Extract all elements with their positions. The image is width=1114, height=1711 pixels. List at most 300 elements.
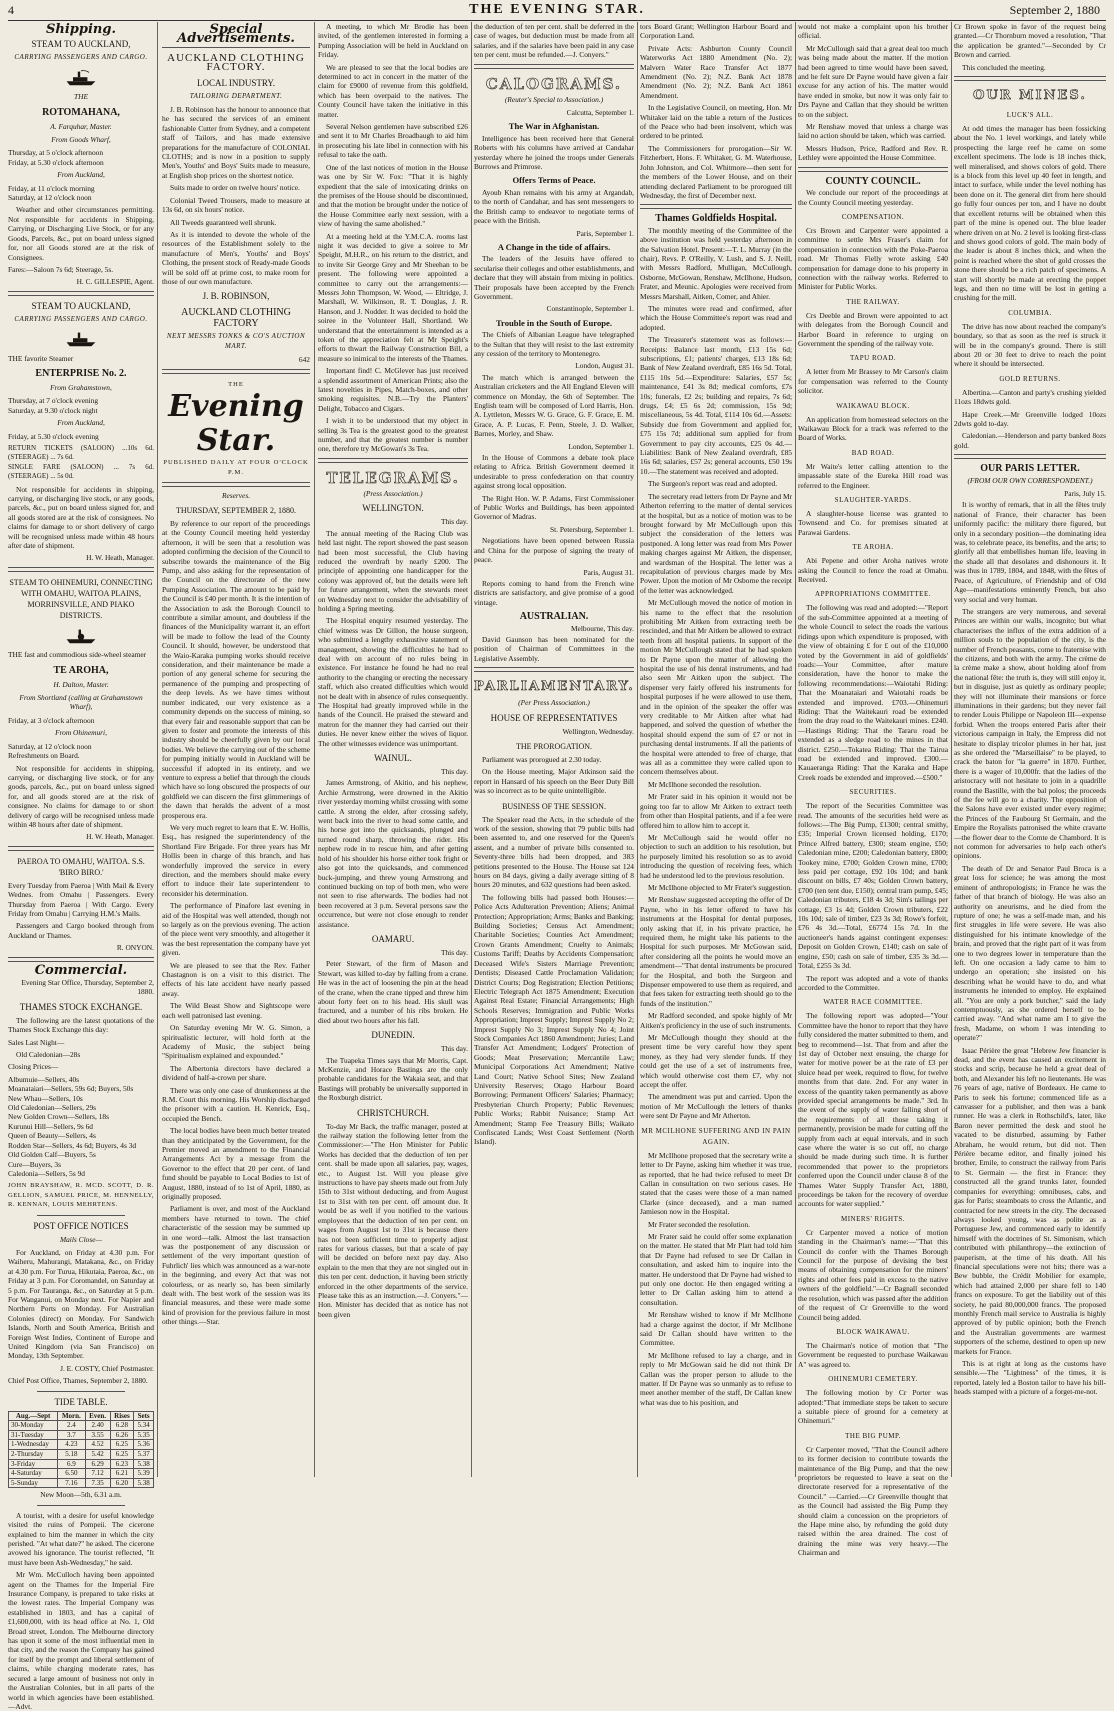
dateline: London, August 31. (575, 361, 634, 371)
place-heading: WELLINGTON. (362, 503, 424, 514)
subheading: MR MCILHONE SUFFERING AND IN PAIN AGAIN. (641, 1126, 791, 1146)
paragraph: The Treasurer's statement was as follows:—Receipts: Balance last month, £13 15s 6d; subscriptions, £1; patients' charges, £13 18s 6d; Bank of New Zealand overdraft, £85 16s 5d. Total, £115 10s 5d.—Expenditure: Salaries, £57 5s; maintenance, £41 3s 8d; medical comforts, £7s 10s; funerals, £2 2s; building and repairs, 7s 6d; drugs, £4; £5 6s 2d; commission, 15s 9d; miscellaneous, 5s 4d. Total, £114 10s 6d.—Assets: Subsidy due from Government and applied for, £75 15s 7d; additional sum applied for from Government to pay city accounts, £25 0s 4d.—Liabilities: Bank of New Zealand overdraft, £85 16s 6d; salaries, £57 2s; general accounts, £50 19s 10.—The statement was received and adopted. (640, 335, 792, 476)
paragraph: Mr Radford seconded, and spoke highly of Mr Aitken's proficiency in the use of such instruments. (640, 1011, 792, 1030)
paragraph: The report was adopted and a vote of thanks accorded to the Committee. (798, 973, 948, 992)
subheading: POST OFFICE NOTICES (33, 1220, 129, 1231)
ad-heading: STEAM TO AUCKLAND, (31, 39, 131, 50)
tide-table-cell: 5.39 (134, 1469, 154, 1479)
tide-table-row (9, 1430, 154, 1440)
agent-name: R. ONYON. (116, 943, 154, 953)
tide-table-cell: 31-Tuesday (9, 1430, 58, 1440)
fares: Fares:—Saloon 7s 6d; Steerage, 5s. (8, 264, 114, 274)
paragraph: The annual meeting of the Racing Club was held last night. The report showed the past season had been most successful, the Club having reduced the overdraft by nearly £200. The principle of appointing one handicapper for the colony was approved of, but the details were left for future arrangement, when the stewards meet on Wednesday next to consider the advisability of holding a Spring meeting. (318, 528, 468, 613)
tide-table-cell: 5.18 (58, 1450, 85, 1460)
motto: Reserves. (221, 490, 251, 500)
story-heading: COUNTY COUNCIL. (825, 175, 921, 187)
paragraph: The following report was adopted—"Your Committee have the honor to report that they have fully considered the matter submitted to them, and beg to recommend—1st. That from and after the 1st day of October next ensuing, the charge for water for motive power be at the rate of £3 per sluice head per week, required to flow, for twelve months from that date. 2nd. For any water in excess of the quantity taken permanently as above provided special arrangements be made." 3rd. In the event of the supply of water falling short of the requirements of all those taking it permanently, provision be made for cutting off the supply from each at equal intervals, and in such case where the water is so cut off, no charge should be made during such time. It is further recommended that power to the proprietors conferred upon the Council under clause 8 of the Thames Water Supply Transfer Act, 1880, proceedings be taken for the recovery of overdue accounts for water supplied." (798, 1011, 948, 1209)
separator (37, 1505, 125, 1506)
ad-number: 642 (298, 355, 310, 365)
paragraph: Mr McIlhone proposed that the secretary write a letter to Dr Payne, asking him whether it was true, as reported, that he had twice refused to meet Dr Callan in consultation on two serious cases. He stated that the cases were those of a man named Clarke (since deceased), and a man named Jamieson now in the Hospital. (640, 1150, 792, 1217)
dateline: This day. (440, 517, 468, 527)
paragraph: The local bodies have been much better treated than they anticipated by the Government, for the Premier moved an amendment to the Financial Arrangements Act by a message from the Governor to the effect that 20 per cent. of land fund should be payable to Local Bodies to 1st of August, 1880, instead of to 1st of April, 1880, as originally proposed. (162, 1126, 310, 1201)
tide-table-cell: 3.7 (58, 1430, 85, 1440)
subheading: TAPU ROAD. (849, 354, 897, 363)
departure-times: Friday, at 11 o'clock morning Saturday, at 12 o'clock noon (8, 183, 95, 203)
paragraph: Parliament is over, and most of the Auckland members have returned to town. The chief characteristic of the session may be summed up in one word—talk. Almost the last transaction was the postponement of any discussion or settlement of the very important question of Fuhrlich' lies which was announced as a war-note in the beginning, and every Act that was not colourless, or as nearly so, has been similarly dealt with. The best work of the session was its financial measures, and these were made some kind of provision for the previous failure in most other things.—Star. (162, 1204, 310, 1327)
paragraph: Mr Wm. McCulloch having been appointed agent on the Thames for the Imperial Fire Insurance Company, is prepared to take risks at the lowest rates. The Imperial Company was established in 1803, and has a capital of £1,600,000, with its head office at No. 1, Old Broad street, London. The Melbourne directory has upon it some of the most influential men in that city, and the reason the Company has gained for itself by the prompt and liberal settlement of claims, while charging moderate rates, has secured a large amount of business not only in the Australian Colonies, but in all parts of the world in which agencies have been established.—Advt. (8, 1570, 154, 1711)
tide-table-header: Sets (134, 1411, 154, 1421)
paragraph: The amendment was put and carried. Upon the motion of Mr McCullough the letters of thanks were sent Dr Payne and Mr Atherton. (640, 1092, 792, 1121)
ad-note: Not responsible for accidents in shipping, carrying, or discharging live stock, or for any goods, parcels, &c., put on board unless signed for, and all goods stored are at the risk of consignee. No claims for damage to or short delivery of cargo will be recognised unless made within 48 hours after date of shipment. (8, 763, 154, 829)
tide-table-cell: 2.4 (58, 1421, 85, 1431)
paragraph: A slaughter-house license was granted to Townsend and Co. for premises situated at Parawai Gardens. (798, 509, 948, 537)
paragraph: Mr Waite's letter calling attention to the impassable state of the Eureka Hill road was referred to the Engineer. (798, 461, 948, 490)
paragraph: In the House of Commons a debate took place relating to Africa. British Government deemed it undesirable to press confederation on that country against strong local opposition. (474, 453, 634, 491)
tide-table-cell: 2-Thursday (9, 1450, 58, 1460)
column-mines-paris (954, 22, 1106, 1477)
paragraph: The Surgeon's report was read and adopted. (648, 479, 778, 489)
steamship-icon (8, 627, 154, 647)
paragraph: Colonial Tweed Trousers, made to measure at 13s 6d, on six hours' notice. (162, 195, 310, 215)
dateline: Paris, July 15. (1064, 489, 1106, 499)
tide-table-row (9, 1478, 154, 1488)
subheading: GOLD RETURNS. (999, 374, 1061, 383)
tide-table-cell: 6.25 (110, 1440, 134, 1450)
section-title-commercial: Commercial. (34, 962, 128, 978)
closing-price-item: New Whau—Sellers, 10s (8, 1093, 83, 1103)
paragraph: Mr Renshaw moved that unless a charge was laid no action should be taken, which was carried. (798, 122, 948, 141)
agent-name: H. C. GILLESPIE, Agent. (76, 277, 154, 287)
paragraph: tors Board Grant; Wellington Harbour Board and Corporation Land. (640, 22, 792, 41)
tide-table-cell: 6.20 (110, 1478, 134, 1488)
section-credit: (Reuter's Special to Association.) (504, 94, 604, 104)
paragraph: At odd times the manager has been fossicking about the No. 1 level workings, and lately while prospecting the large reef he came on some excellent specimens. The lode is 18 inches thick, well mineralised, and shows colors of gold. There is a block from this level up 40 feet in length, and intact to surface, while under the level nothing has been done on it. The general dirt from here should go fully four ounces per ton, and I have no doubt that excellent returns will be obtained when this part of the mine is opened out. The blue leader where driven on at No. 2 level is looking first-class and shows good colors of gold. The main body of the leader is about 8 inches thick, and when the point is reached where the shot of gold crosses the stone there should be a rich patch of specimens. A start will shortly be made at erecting the poppet legs, and then no time will be lost in getting a crushing for the mill. (954, 124, 1106, 303)
departure-place: From Auckland, (57, 170, 105, 180)
paragraph: An application from homestead selectors on the Waikawau Block for a track was referred to the Board of Works. (798, 414, 948, 443)
paragraph: The Wild Beast Show and Sightscope were each well patronised last evening. (162, 1001, 310, 1020)
ad-note: Weather and other circumstances permitting. Not responsible for accidents in Shipping, Carrying, or Discharging Live Stock, or for any Goods, Parcels, &c., put on board unless signed for, nor all Goods stored are at the risk of Consignees. (8, 205, 154, 262)
tide-table-cell: 6.26 (110, 1430, 134, 1440)
paragraph: The Albertonia directors have declared a dividend of half-a-crown per share. (162, 1063, 310, 1083)
subheading: LUCK'S ALL. (1006, 111, 1054, 120)
paragraph: The death of Dr and Senator Paul Broca is a great loss for science; he was among the most eminent of anthropologists; in France he was the father of that branch of biology. He was also an authority on aneurisms, and he died from the rupture of one; he was a self-made man, and his first struggles in life were severe. He was also distinguished for his intimate knowledge of the brain, and proved that the right part of it was from one to two degrees lower in temperature than the left. On one occasion a lady came to him to undergo an operation; she insisted on his describing what he would have to do, and what instruments he intended to employ. He explained all. "You are only a pork butcher," said the lady contemptuously, as she ordered herself to be carried away. "And what name am I to give the fresh, Madame, on whom I was intending to operate?" (954, 863, 1106, 1043)
subheading: HOUSE OF REPRESENTATIVES (490, 712, 618, 723)
closing-price-item: Albumuie—Sellers, 40s (8, 1074, 80, 1084)
paragraph: Mr Frater seconded the resolution. (648, 1219, 751, 1229)
section-title-mines: OUR MINES. (973, 88, 1087, 104)
closing-price-item: Caledonia—Sellers, 5s 9d (8, 1168, 85, 1178)
paragraph: The Chairman's notice of motion that "The Government be requested to purchase Waikawau A" was agreed to. (798, 1340, 948, 1369)
departure-times: Friday, at 3 o'clock afternoon (8, 715, 95, 725)
paragraph: This concluded the meeting. (962, 62, 1046, 72)
section-title-parliamentary: PARLIAMENTARY. (474, 679, 635, 695)
paragraph: Mr McCullough thought they should at the present time be very careful how they spent money, as they had very slender funds. If they could get the use of a set of instruments free, which would otherwise cost them £7, why not accept the offer. (640, 1033, 792, 1090)
ad-subheading: LOCAL INDUSTRY. (196, 77, 275, 88)
paragraph: Cr Carpenter moved, "That the Council adhere to its former decision to contribute towards the maintenance of the Big Pump, and that the new proprietors be requested to leave a seat on the directorate reserved for a representative of the Council." —Carried.—Cr Greenville thought that as the Council had assisted the Big Pump they should claim a concession on the proprietors of the Hape mine also, by refunding the gold duty raised within the area drained. The cost of draining the mine was very heavy.—The Chairman and (798, 1444, 948, 1558)
paragraph: The Commissioners for prorogation—Sir W. Fitzherbert, Hons. F. Whitaker, G. M. Waterhouse, John Johnston, and Col. Whitmore—then sent for the members of the Lower House, and on their attending declared Parliament to be prorogued till Wednesday, the first of December next. (640, 143, 792, 200)
subheading: SLAUGHTER-YARDS. (834, 496, 912, 505)
tide-table-cell: 6.25 (110, 1450, 134, 1460)
paragraph: Crs Deeble and Brown were appointed to act with delegates from the Borough Council and Harbor Board in reference to urging on Government the spending of the railway vote. (798, 310, 948, 348)
ship-master: H. Dalton, Master. (53, 679, 109, 689)
section-title-telegrams: TELEGRAMS. (326, 468, 460, 487)
tide-table-cell: 1-Wednesday (9, 1440, 58, 1450)
dateline: Paris, September 1. (576, 228, 634, 238)
paragraph: James Armstrong, of Akitio, and his nephew, Archie Armstrong, were drowned in the Akitio river yesterday morning whilst crossing with some cattle. A strong the elder, after crossing safely, went back into the river to head some cattle, and his horse got into the quicksands, plunged and turned round sharp, throwing the rider. His nephew rode in to rescue him, and after getting hold of his shoulder his horse either took fright or also got into the quicksands, and commenced buck-jumping, and threw young Armstrong and continued bucking on top of both men, who were not seen to rise afterwards. The bodies had not been recovered at 3 p.m. Several persons saw the occurrence, but were not close enough to render assistance. (318, 778, 468, 929)
tide-table-row (9, 1421, 154, 1431)
tide-table-row (9, 1450, 154, 1460)
tide-table-cell: 5.37 (134, 1450, 154, 1460)
flag-title: Evening Star. (168, 388, 304, 458)
dateline: This day. (440, 1044, 468, 1054)
paragraph: For Auckland, on Friday at 4.30 p.m. For Waiheru, Mahurangi, Matakana, &c., on Friday at 4.30 p.m. For Turua, Hikutaia, Paeroa, &c., on Friday at 3 p.m. For Coromandel, on Saturday at 5 p.m. For Tauranga, &c., on Saturday at 5 p.m. For Wanganui, on Monday next. For Napier and Northern Ports on Monday. For Australian Colonies (direct) on Monday. For Sandwich Islands, North and South America, British and Foreign West Indies, Continent of Europe and United Kingdom (via San Francisco) on Monday, 13th September. (8, 1247, 154, 1361)
paragraph: On the House meeting, Major Atkinson said the report in Hansard of his speech on the Beer Duty Bill was so incorrect as to be quite unintelligible. (474, 767, 634, 796)
column-rule (795, 22, 796, 1477)
closing-price-item: Cure—Buyers, 3s (8, 1159, 61, 1169)
tide-table-cell: 5.38 (134, 1478, 154, 1488)
column-rule (951, 22, 952, 1477)
paragraph: The Right Hon. W. P. Adams, First Commissioner of Public Works and Buildings, has been appointed Governor of Madras. (474, 493, 634, 522)
closing-price-item: Rodden Star—Sellers, 4s 6d; Buyers, 4s 3d (8, 1140, 137, 1150)
paragraph: I wish it to be understood that my object in selling 3s Tea is the greatest good to the greatest number, and that the greatest number is number one, therefore try McGowan's 3s Tea. (318, 416, 468, 454)
tide-table-cell: 3.55 (85, 1430, 110, 1440)
closing-price-item: New Golden Crown—Sellers, 18s (8, 1112, 109, 1122)
paragraph: Caledonian.—Henderson and party banked 8ozs gold. (954, 431, 1106, 450)
paragraph: Mr Frater said in his opinion it would not be going too far to allow Mr Aitken to extract teeth from other than Hospital patients, and if a fee were offered him to allow him to accept it. (640, 792, 792, 830)
separator (162, 369, 310, 374)
tide-table-cell: 5.35 (134, 1430, 154, 1440)
paragraph: Cr Brown spoke in favor of the request being granted.—Cr Thornburn moved a resolution, "That the application be granted."—Seconded by Cr Brown and carried. (954, 22, 1106, 60)
dateline: This day. (440, 767, 468, 777)
subheading: BLOCK WAIKAWAU. (836, 1327, 910, 1336)
issue-date: September 2, 1880 (1009, 3, 1100, 17)
closing-prices-list (8, 1075, 154, 1178)
separator (640, 204, 792, 209)
paragraph: Mr Renshaw suggested accepting the offer of Dr Payne, who in his letter offered to have his instruments at the Hospital for dental purposes, only asking that if, in his private practice, he required them, he might take his patients to the Hospital for such purposes. Mr McGowan said, after considering all the points he would move an amendment—"That dental instruments be procured for the Hospital, and both the Surgeon and Dispenser empowered to use them as required, and that fees taken for extracting teeth should go to the funds of the institution." (640, 895, 792, 1008)
subheading: MINERS' RIGHTS. (841, 1214, 905, 1223)
closing-price-item: Kurunui Hill—Sellers, 9s 6d (8, 1121, 93, 1131)
paragraph: Crs Brown and Carpenter were appointed a committee to settle Mrs Fraser's claim for compensation in connection with the Poke-Paeroa road. Mr Thomas Fielly wrote asking £40 compensation for damage done to his property in connection with the railway works. Referred to Minister for Public Works. (798, 225, 948, 292)
ad-intro: THE fast and commodious side-wheel steamer (8, 650, 147, 660)
subheading: COLUMBIA. (1008, 308, 1052, 317)
paragraph: To-day Mr Back, the traffic manager, posted at the railway station the following letter from the Commissioner:—"The Hon Minister for Public Works has decided that the deduction of ten per cent. shall be made upon all salaries, pay, wages, etc., to August 1st. Will you please give instructions to have pay sheets made out from July 15th to 31st without deducting, and from August 1st to 31st with ten per cent. off amount due. It would be as well if you notified to the various employees that the deduction of ten per cent. on wages from August 1st to 31st is because there has not been sufficient time to properly adjust rates for various classes, but that a scale of pay will be decided on before next pay day. Also explain to the men that they are not singled out in this ten per cent. deduction, it having been strictly enforced in the other departments of the service. Please take this as an instruction.—J. Conyers."—Hon. Minister has decided that as notice has not been given (318, 1121, 468, 1319)
paragraph: The leaders of the Jesuits have offered to secularise their colleges and other establishments, and declare that they will abstain from mixing in politics. Their proposals have been accepted by the French Government. (474, 254, 634, 301)
closing-price-item: Moanataiari—Sellers, 59s 6d; Buyers, 50s (8, 1084, 134, 1094)
section-title-australian: AUSTRALIAN. (519, 611, 589, 623)
paragraph: At a meeting held at the Y.M.C.A. rooms last night it was decided to give a soiree to Mr Speight, M.H.R., on his return to the district, and to invite Sir George Grey and Mr Sheehan to be present. The following were appointed a committee to carry out the arrangements:—Messrs John Thompson, W. Wood, — Eltridge, J. Marshall, W. Wilkinson, R. T. Douglas, J. R. Hanson, and J. Nodder. It was decided to hold the soiree in the Volunteer Hall, Shortland. We understand that the entertainment is intended as a token of the appreciation felt at Mr Speight's efforts to thwart the Railway Construction Bill, a measure so inimical to the interests of the Thames. (318, 231, 468, 363)
column-calograms (474, 22, 634, 1477)
paragraph: The following bills had passed both Houses:—Police Acts Adulteration Prevention; Aliens; Animal Protection; Appropriation; Arms; Banks and Banking; Building Societies; Census Act Amendment; Charitable Societies; Counties Act Amendment; Crown Grants Amendment; Cruelty to Animals; Customs Tariff; Deaths by Accidents Compensation; Deceased Wife's Sisters Marriage Prevention; Dentists; Diseased Cattle Proclamation Validation; District Courts; Dog Registration; Election Petitions; Electric Telegraph Act 1875 Amendment; Execution Against Real Estate; Financial Arrangements; High Schools Reserves; Immigration and Public Works Appropriation; Imprest Supply; Imprest Supply No 2; Imprest Supply No 3; Imprest Supply No 4; Joint Stock Companies Act 1860 Amendment; Juries; Land Transfer Act Amendment; Lodgers' Protection of Goods; Meat Preservation; Mercantile Law; Municipal Corporations Act Amendment; Native Land Court; Native School Sites; New Zealand University Reserves; Otago Harbour Board Borrowing; Permanent Officers' Salaries; Pharmacy; Presbyterian Church Property; Public Revenues; Public Works; Rabbit Nuisance; Stamp Act Amendment; Stamp Fee Treasury Bills; Waikato Confiscated Lands; West Coast Settlement (North Island). (474, 892, 634, 1147)
dateline: Evening Star Office, Thursday, September 2, 1880. (21, 978, 154, 997)
paragraph: We are pleased to see that the local bodies are determined to act in concert in the matter of the claim for £9000 of revenue from this goldfield, which has been overpaid to the natives. The County Council have taken the initiative in this matter. (318, 62, 468, 119)
paragraph: Mr McCullough said he would offer no objection to such an addition to his resolution, but he purposely limited his resolution so as to avoid introducing the question of receiving fees, which had he understood led to the previous resolution. (640, 832, 792, 880)
place-heading: WAINUL. (374, 753, 412, 764)
ad-subheading: CARRYING PASSENGERS AND CARGO. (14, 314, 148, 323)
paragraph: The following motion by Cr Porter was adopted:"That immediate steps be taken to secure a suitable piece of ground for a cemetery at Ohinemuri." (798, 1388, 948, 1426)
paragraph: Important find! C. McGlever has just received a splendid assortment of American Prints; also the latest novelties in Pipes, Match-boxes, and other smoking requisites. N.B.—Try the Planters' Delight, Tobacco and Cigars. (318, 366, 468, 413)
ship-name: ROTOMAHANA, (42, 106, 120, 118)
separator (474, 64, 634, 69)
dateline: Calcutta, September 1. (566, 108, 634, 118)
departure-place: From Grahamstown, (50, 382, 112, 392)
place-heading: DUNEDIN. (371, 1030, 415, 1041)
paragraph: Mr McIlhone refused to lay a charge, and in reply to Mr McGowan said he did not think Dr Callan was the proper person to allude to the matter. If Dr Payne was so unmanly as to refuse to meet another member of the staff, Dr Callan knew what was due to his position, and (640, 1350, 792, 1407)
column-advertisements (162, 22, 310, 1477)
paragraph: This is at right at long as the customs have sensible.—The "Lightness" of the times, it is reported, lately led a Boston tailor to have his bill-heads stamped with a picture of a forget-me-not. (954, 1359, 1106, 1397)
tide-table-header: Aug.—Sept (9, 1411, 58, 1421)
paragraph: It is worthy of remark, that in all the fêtes truly national of France, their character has been uniformly pacific: the military there figured, but only in a secondary position—the dominating idea was, to celebrate peace, its benefits, and the arts; to glorify all that embellishes human life, leaving in the shade all that desolates and dishonours it. It was thus in 1789, 1804, and 1848, with the fêtes of Peace, of Agriculture, of Friendship and of Old Age—manifestations eminently French, but also very social and very human. (954, 500, 1106, 604)
story-heading: Offers Terms of Peace. (512, 175, 596, 186)
tide-table-cell: 5.42 (85, 1450, 110, 1460)
section-credit: (Press Association.) (363, 488, 423, 498)
separator (37, 1391, 125, 1392)
dateline: Chief Post Office, Thames, September 2, 1880. (8, 1376, 148, 1386)
paragraph: Isaac Périère the great "Hebrew Jew financier is dead, and the event has caused an excitement in stocks and scrip, because he held a great deal of both, and Alexander his left no lieutenants. He was 76 years of age, native of Bordeaux. He came to Paris to seek his fortune; commenced life as a canvasser for a publisher, and then was a bank runner. He was a clerk in Rothschild's, later, like Baron never permitted the desk and stool he vacated to be disturbed, assuming by Father Abraham, he would return, but did not. Then Périère became editor, and finally joined his brother, Emile, to construct the railway from Paris to St. Germain — the first in France: they constructed all the grand trunks later, founded companies for everything: omnibuses, cabs, and gas for Paris; steamboats to cross the Atlantic, and contracted for new streets in the city. The deceased always looked young, was as polite as a Portuguese Jew, and commenced early to identify himself with the doctrines of St. Simonism, which contributed with philanthropy—the extinction of pauperism, at the time of his death. All his financial speculations were not hits; there was a Bew bubble, the Crédit Mobilier for example, which had attained 2,000 per share fell to 140 francs on exposure. To get the liability out of this society, he paid 80,000,000 francs. The proposed monthly French mail service to Australia is highly approved of by public opinion; both the French and the Australian governments are warmest supporters of the scheme, destined to open up new markets for France. (954, 1045, 1106, 1356)
column-rule (637, 22, 638, 1477)
closing-price-item: Queen of Beauty—Sellers, 4s (8, 1131, 96, 1141)
tide-table-cell: 4-Saturday (9, 1469, 58, 1479)
tide-table-header: Rises (110, 1411, 134, 1421)
ad-note: Passengers and Cargo booked through from Auckland or Thames. (8, 921, 154, 940)
section-title-calograms: CALOGRAMS. (485, 74, 623, 93)
ad-address: NEXT MESSRS TONKS & CO'S AUCTION MART. (166, 332, 306, 350)
paragraph: The Chiefs of Albanian League have telegraphed to the Sultan that they will resist to the last extremity any cession of the territory to Montenegro. (474, 330, 634, 358)
paragraph: Mr McCullough moved the notice of motion in his name to the effect that the resolution prohibiting Mr Aitken from extracting teeth be rescinded, and that Mr Aitken be allowed to extract teeth from all hospital patients. In support of the motion Mr McCullough stated that he had spoken to Dr Payne upon the matter of allowing the hospital the use of his dental instruments, and had also seen Mr Aitken upon the subject. The dispenser very fairly offered his instruments for hospital purposes if he were allowed to use them, and in the opinion of the speaker the offer was very creditable to Mr Aitken after what had happened, and solved the question of whether the hospital should expend the sum of £7 or not in purchasing dental instruments. If all the patients of the hospital were attended to free of charge, that was all as a committee they were called upon to concern themselves about. (640, 598, 792, 777)
subheading: COMPENSATION. (841, 212, 905, 221)
ad-subheading: CARRYING PASSENGERS AND CARGO. (14, 53, 148, 62)
tide-table-cell: 7.16 (58, 1478, 85, 1488)
subheading: WATER RACE COMMITTEE. (823, 998, 923, 1007)
tide-table (8, 1411, 154, 1489)
tide-table-cell: 30-Monday (9, 1421, 58, 1431)
separator (8, 567, 154, 572)
subheading: WAIKAWAU BLOCK. (836, 401, 910, 410)
ad-title: AUCKLAND CLOTHING FACTORY (181, 307, 291, 330)
ad-heading: PAEROA TO OMAHU, WAITOA. S.S. 'BIRO BIRO.' (17, 856, 145, 877)
section-title-shipping: Shipping. (46, 22, 116, 37)
paragraph: would not make a complaint upon his brother official. (798, 22, 948, 41)
separator (954, 454, 1106, 459)
departure-place: From Auckland, (57, 418, 105, 428)
dateline: London, September 1. (568, 441, 634, 451)
paragraph: The minutes were read and confirmed, after which the House Committee's report was read and adopted. (640, 303, 792, 332)
paragraph: Mr Renshaw wished to know if Mr McIlhone had a charge against the doctor, if Mr McIlhone said Dr Callan should have written to the Committee. (640, 1310, 792, 1348)
tide-table-cell: 5.36 (134, 1440, 154, 1450)
tide-table-cell: 6.9 (58, 1459, 85, 1469)
column-rule (314, 22, 315, 1477)
subheading: THAMES STOCK EXCHANGE. (19, 1001, 143, 1012)
paragraph: The Tuapeka Times says that Mr Morris, Capt. McKenzie, and Horace Bastings are the only probable candidates for the Wakaia seat, and that Bastings will probably be universally supported in the Roxburgh district. (318, 1055, 468, 1103)
paragraph: A meeting, to which Mr Brodie has been invited, of the gentlemen interested in forming a Pumping Association will be held in Auckland on Friday. (318, 22, 468, 60)
dateline: Melbourne, This day. (570, 623, 634, 633)
paragraph: Private Acts: Ashburton County Council Waterworks Act 1880 Amendment (No. 2); Malvern Water Race Transfer Act 1877 Amendment (No. 2); N.Z. Bank Act 1878 Amendment (No. 2); N.Z. Bank Act 1861 Amendment. (640, 43, 792, 100)
closing-price-item: Old Golden Calf—Buyers, 5s (8, 1150, 96, 1160)
paragraph: All Tweeds guaranteed well shrunk. (170, 217, 277, 227)
paragraph: the deduction of ten per cent. shall be deferred in the case of wages, but deduction must be made from all salaries, and if the salaries have been paid in any case ten per cent. must be refunded.—J. Conyers." (474, 22, 634, 60)
departure-place: From Goods Wharf, (51, 135, 111, 145)
departure-place: From Shortland (calling at Grahamstown Wharf), (19, 693, 143, 712)
label: Closing Prices— (8, 1062, 59, 1072)
dateline: Constantinople, September 1. (546, 304, 634, 314)
separator (8, 846, 154, 851)
paragraph: The report of the Securities Committee was read. The amounts of the securities held were as follows:—The Big Pump, £1300; central smithy, £35; Imperial Crown licensed holding, £170; Prince Alfred battery, £300; steam engine, £50; Caledonian mine, £200; Caledonian battery, £800; Tookey mine, £700; Golden Crown mine, £700; less paid per cottage, £92 10s 10d; and bank discount on bills, £7 40s; Golden Crown battery, £700 (ten tent due, £150); central tram pump, £45; Caledonian tributers, £18 4s 3d; Sim's tailings per cottage, £3 1s 4d; Golden Crown tributers, £22 10s 10d; sale of timber, £23 3s 3d; Rowe's forfeit, £76 4s 3d.—Total, £6774 15s 7d. In the auctioneer's hands against contingent expenses: Deposit on Golden Crown, £140; cash on sale of engine, £50; cash on sale of timber, £35 3s 3d.—Total, £255 3s 3d. (798, 801, 948, 971)
page-number: 4 (8, 3, 15, 17)
label: Sales Last Night— (8, 1037, 65, 1047)
tide-table-row (9, 1459, 154, 1469)
separator (162, 482, 310, 487)
leader-paragraph: By reference to our report of the proceedings at the County Council meeting held yesterday afternoon, it will be seen that a resolution was adopted confirming the decision of the Council to subscribe towards the maintenance of the Big Pump, and also asking for the representation of the Council on the directorate of the new Pumping Association. The amount to be paid by the Council is £40 per month. It is the intention of the Association to ask the Borough Council to contribute a similar amount, and doubtless if the finances of the Municipality warrant it, an effort will be made to follow the lead of the County Council. It should, however, be understood that the Waio-Karaka pumping works should receive consideration, and their maintenance be made a portion of any general scheme for securing the permanence of the pumping and prospecting of the deep levels. As we have times without number indicated, our very existence as a community depends on the success of mining, so that every fair and reasonable support that can be given to foster and promote the interests of this industry should be cheerfully given by our local bodies. We believe the carrying out of the scheme for pumping initially would in Auckland will be successful if adopted in its entirety, and we venture to express a belief that through the clouds which have so long obscured the prospects of our goldfield we can discern the first glimmerings of the dawn that heralds the advent of a most prosperous era. (162, 518, 311, 820)
subheading: THE PROROGATION. (516, 741, 592, 751)
label: Mails Close— (59, 1234, 103, 1244)
ship-name: ENTERPRISE No. 2. (35, 367, 127, 379)
tide-table-header: Even. (85, 1411, 110, 1421)
ship-name-prefix: THE (74, 92, 88, 102)
flag-prefix: THE (228, 380, 244, 388)
paragraph: On Saturday evening Mr W. G. Simon, a spiritualistic lecturer, will hold forth at the Academy of Music, the subject being "Spiritualism explained and expounded." (162, 1023, 310, 1061)
column-rule (157, 22, 158, 1477)
story-heading: Trouble in the South of Europe. (495, 317, 613, 328)
departure-place: From Ohinemuri, (55, 728, 107, 738)
story-heading: The War in Afghanistan. (508, 121, 600, 132)
manager-name: H. W. Heath, Manager. (86, 553, 154, 563)
subheading: THE BIG PUMP. (845, 1431, 901, 1440)
separator (798, 167, 948, 172)
ad-title: AUCKLAND CLOTHING FACTORY. (167, 51, 305, 74)
tide-table-cell: 6.28 (110, 1421, 134, 1431)
paragraph: A letter from Mr Brassey to Mr Carson's claim for compensation was referred to the County solicitor. (798, 367, 948, 396)
ship-master: A. Farquhar, Master. (50, 121, 112, 131)
closing-price-item: Old Caledonian—Sellers, 29s (8, 1103, 97, 1113)
newspaper-flag (162, 380, 310, 478)
subheading: BAD ROAD. (851, 448, 895, 457)
steamship-icon (8, 330, 154, 350)
paragraph: The Hospital enquiry resumed yesterday. The chief witness was Dr Gillon, the house surgeon, who submitted a lengthy exhaustive statement of management, showing the difficulties he had to deal with on account of no rules being in existence. For instance he found he had no real authority to the changing or erecting the necessary staff, which also created difficulties which would not be dealt with in absence of rules consequently. The Hospital had greatly improved while in the hands of the Council. He praised the steward and matron for the manner they had carried out their duties. He never knew either the wives of liquor. The other witnesses evidence was unimportant. (318, 616, 468, 748)
separator (474, 667, 634, 672)
steamship-icon (8, 69, 154, 89)
schedule: Every Tuesday from Paeroa | With Mail & Every Wednes. from Omahu | Passengers. Every Thursday from Paeroa | With Cargo. Every Friday from Omahu | Carrying H.M.'s Mails. (8, 880, 154, 918)
paragraph: Parliament was prorogued at 2.30 today. (482, 754, 602, 764)
tide-table-cell: 7.12 (85, 1469, 110, 1479)
tide-table-cell: 2.40 (85, 1421, 110, 1431)
ad-note: Not responsible for accidents in shipping, carrying, or discharging live stock, or any goods, parcels, &c., put on board unless signed for, and all goods stored are at the risk of consignees. No claims for damage to or short delivery of cargo will be recognised unless made within 48 hours after date of shipment. (8, 484, 154, 551)
tide-table-cell: 5-Sunday (9, 1478, 58, 1488)
tide-table-row (9, 1440, 154, 1450)
paragraph: There was only one case of drunkenness at the R.M. Court this morning. His Worship discharged the prisoner with a caution. H. Kenrick, Esq., occupied the Bench. (162, 1085, 310, 1123)
tide-table-cell: 3-Friday (9, 1459, 58, 1469)
departure-times: Thursday, at 7 o'clock evening Saturday, at 9.30 o'clock night (8, 396, 99, 415)
paragraph: Several Nelson gentlemen have subscribed £26 and sent it to Mr Charles Broadbaugh to aid him in prosecuting his late libel in connection with his refusal to take the oath. (318, 122, 468, 160)
paragraph: We very much regret to learn that E. W. Hollis, Esq., has resigned the superintendency of the Shortland Fire Brigade. For three years has Mr Hollis been in charge of this branch, and has wonderfully improved the service in every direction, and the members should make every effort to induce their late superintendent to reconsider his determination. (162, 822, 310, 898)
tide-table-cell: 4.23 (58, 1440, 85, 1450)
paragraph: The match which is arranged between the Australian cricketers and the All England Eleven will commence on Monday, the 6th of September. The English team will be composed of Lord Harris, Hon. A. Lyttleton, Messrs W. G. Grace, G. F. Grace, E. M. Grace, A. P. Lucas, F. Penn, Steele, J. D. Walker, Barnes, Morley, and Shaw. (474, 372, 634, 439)
moon-note: New Moon—5th, 6.31 a.m. (40, 1490, 122, 1500)
paragraph: The Speaker read the Acts, in the schedule of the work of the session, showing that 79 public bills had been assented to, and one reserved for the Queen's assent, and a number of private bills consented to. Seventy-three bills had been dropped, and 383 petitions presented to the House. The House sat 124 hours on 84 days, giving a daily average sitting of 8 hours 20 minutes, and 632 questions had been asked. (474, 814, 634, 890)
section-title-special-ads: Special Advertisements. (177, 22, 295, 47)
leader-date: THURSDAY, SEPTEMBER 2, 1880. (175, 505, 297, 515)
departure-times: Friday, at 5.30 o'clock evening (8, 431, 99, 441)
paragraph: We are pleased to see that the Rev. Father Chastagnon is on a visit to this district. The effects of his late accident have nearly passed away. (162, 960, 310, 998)
paragraph: Hape Creek.—Mr Greenville lodged 10ozs 2dwts gold to-day. (954, 409, 1106, 428)
tide-table-cell: 6.21 (110, 1469, 134, 1479)
flag-subtitle: PUBLISHED DAILY AT FOUR O'CLOCK P.M. (163, 458, 309, 476)
tide-table-cell: 6.29 (85, 1459, 110, 1469)
departure-times: Saturday, at 12 o'clock noon Refreshments on Board. (8, 741, 92, 761)
tide-table-cell: 6.50 (58, 1469, 85, 1479)
story-heading: A Change in the tide of affairs. (497, 241, 611, 252)
subheading: BUSINESS OF THE SESSION. (502, 801, 606, 811)
paragraph: The monthly meeting of the Committee of the above institution was held yesterday afternoon in the Salvation Hotel. Present:—T. L. Murray (in the chair), Revs. P. O'Reilly, V. Lush, and S. J. Neill, with Messrs Radford, Mulligan, McCullough, Osborne, McGowan, Renshaw, McIlhone, Hudson, Frater, and Meunic. Apologies were received from Messrs Marshall, Aitken, Comer, and Ahier. (640, 225, 792, 301)
tide-table-row (9, 1469, 154, 1479)
place-heading: CHRISTCHURCH. (357, 1107, 429, 1118)
paragraph: Abi Pepene and other Aroha natives wrote asking the Council to fence the road at Omahu. Received. (798, 556, 948, 585)
column-local-telegrams (318, 22, 468, 1477)
tide-table-cell: 5.38 (134, 1459, 154, 1469)
section-credit: (FROM OUR OWN CORRESPONDENT.) (967, 475, 1093, 485)
departure-times: Thursday, at 5 o'clock afternoon Friday, at 5.30 o'clock afternoon (8, 148, 104, 167)
paragraph: Mr McCullough said that a great deal too much was being made about the matter. If the motion had been agreed to time would have been saved, and he felt sure Dr Payne would have given a fair excuse for any action of his. The matter would have ended in smoke, but now it was only fair to Drs Payne and Callan that they should be written to on the subject. (798, 43, 948, 119)
paragraph: A tourist, with a desire for useful knowledge visited the ruins of Pompeii. The cicerone explained to him the manner in which the city perished. "At what date?" he asked. The cicerone avowed his ignorance. The tourist reflected, "It must have been Ash-Wednesday," he said. (8, 1510, 154, 1567)
dateline: Wellington, Wednesday. (562, 726, 634, 736)
tide-table-header: Morn. (58, 1411, 85, 1421)
subheading: SECURITIES. (849, 788, 897, 797)
ad-heading: STEAM TO OHINEMURI, CONNECTING WITH OMAHU, WAITOA PLAINS, MORRINSVILLE, AND PIAKO DISTRICTS. (9, 577, 153, 620)
paragraph: The following are the latest quotations of the Thames Stock Exchange this day: (8, 1015, 154, 1035)
column-rule (471, 22, 472, 1477)
ad-signature: J. B. ROBINSON, (202, 291, 270, 302)
paragraph: We conclude our report of the proceedings at the County Council meeting yesterday. (798, 188, 948, 207)
paragraph: The performance of Pinafore last evening in aid of the Hospital was well attended, though not so largely as on the previous evening. The action of the piece went very smoothly, and altogether it was the best representation the company have yet given. (162, 901, 310, 958)
subheading: TE AROHA. (852, 543, 894, 552)
paragraph: Old Caledonian—28s (16, 1050, 81, 1060)
manager-name: H. W. Heath, Manager. (86, 832, 154, 842)
ad-intro: THE favorite Steamer (8, 353, 74, 363)
paragraph: The drive has now about reached the company's boundary, so that as soon as the reef is struck it will be in the company's ground. There is still about 20 or 30 feet to drive to reach the point where it should be intersected. (954, 321, 1106, 369)
story-heading: OUR PARIS LETTER. (980, 463, 1080, 475)
paragraph: The following was read and adopted:—"Report of the sub-Committee appointed at a meeting of the whole Council to select the roads the various ridings upon which expenditure is proposed, with the view of obtaining £ for £ out of the £10,000 voted by the Government in aid of goldfields' roads:—Your Committee, after mature consideration, have the honor to make the following recommendations:—Waiotahi Riding: That the Moanataiari and Waiotahi roads be extended and improved. £703.—Ohinemuri Riding: That the Waitekauri road be extended from the dray road to the Waitekauri mines. £240.—Hastings Riding: That the Tararu road be extended as a sledge road to the mines in that district. £250.—Tokatea Riding: That the Tairua road be extended and improved. £300.—Kauaeranga Riding: That the Karaka and Hape Creek roads be extended and improved.—£500." (798, 603, 948, 782)
paragraph: Messrs Hudson, Price, Radford and Rev. R. Lethley were appointed the House Committee. (798, 143, 948, 163)
paragraph: The secretary read letters from Dr Payne and Mr Atherton referring to the matter of dental services at the hospital, but as a notice of motion was to be brought forward by Mr McCullough upon this subject the consideration of the letters was postponed. A long letter was read from Mrs Power making charges against Mr Aitken, the dispenser, and wardsman of the Hospital. The letter was a recapitulation of previous charges made by Mrs Power. Upon the motion of Mr Osborne the receipt of the letter was acknowledged. (640, 491, 792, 595)
paragraph: The strangers are very numerous, and several Princes are within our walls, incognito; but what characterises the influx of the extra addition of a million souls to the population of the city, is the number of French peasants, come to fraternise with the citizens, and both with the army. The crème de la crème make a show, about holding aloof from the national fête: the truth is, they will still enjoy it, but in disguise, just as quietly as ordinary people; they will not illuminate their mansions or force illuminations in their gardens; but they never fail to render Louis Philippe or Napoleon III—expense forbid. When the troops entered Paris after their victorious campaign in Italy, the Empress did not hesitate to display tricolor plumes in her hat, just as she ordered the "Marseillaise" to be played, to crack the baton for "la guerre" in 1870. Further, there is a wager of 10,000fr. that the ladies of the aristocracy will not hesitate to join in a quadrille round the Bastille, with the bal polos; the proceeds of the fee will go to a charity. The opposition of the Salons have ever existed under every regime; the Princes of the Faubourg St Germain, and the Empire the Royalists patronised the white cravatte—the flower dear to the Comte de Chambord. It is not common for adversaries to help each other's opinions. (954, 606, 1106, 861)
separator (8, 957, 154, 962)
tide-table-cell: 5.34 (134, 1421, 154, 1431)
paragraph: One of the last notices of motion in the House was one by Sir W. Fox: "That it is highly expedient that the sale of intoxicating drinks on the premises of the House should be discontinued, and that the motion be brought under the notice of the House Committee early next session, with a view of having the same abolished." (318, 162, 468, 229)
dateline: This day. (440, 947, 468, 957)
tide-table-title: TIDE TABLE. (54, 1396, 108, 1407)
tide-table-cell: 7.35 (85, 1478, 110, 1488)
story-heading: Thames Goldfields Hospital. (655, 213, 777, 225)
paragraph: Intelligence has been received here that General Roberts with his columns have arrived at Candahar yesterday where he joined the troops under Generals Burrows and Primrose. (474, 133, 634, 172)
paragraph: Cr Carpenter moved a notice of motion standing in the Chairman's name:—"That this Council do confer with the Thames Borough Council for the purpose of devising the best means of obtaining compensation for the miners' rights and other fees paid in excess to the native owners of the goldfield."—Cr Bagnall seconded the resolution, which was passed after the addition of the request of Cr Greenville to the word Council being added. (798, 1227, 948, 1322)
ad-heading: STEAM TO AUCKLAND, (31, 300, 131, 311)
signature: J. E. COSTY, Chief Postmaster. (60, 1363, 154, 1373)
newspaper-title: THE EVENING STAR. (469, 2, 645, 17)
paragraph: Peter Stewart, of the firm of Mason and Stewart, was killed to-day by falling from a crane. He was in the act of loosening the pin at the head of the crane, when the crane tipped and threw him about forty feet on to his head. His skull was fractured, and a number of his ribs broken. He died about two hours after his fall. (318, 959, 468, 1025)
subheading: APPROPRIATIONS COMMITTEE. (815, 590, 931, 599)
paragraph: David Gaunson has been nominated for the position of Chairman of Committees in the Legislative Assembly. (474, 634, 634, 663)
broker-names: JOHN BRAYSHAW, R. MCD. SCOTT, D. R. GELLION, SAMUEL PRICE, M. HENNELLY, R. KENNAN, LOUIS MEHRTENS. (8, 1182, 154, 1209)
column-shipping (8, 22, 154, 1711)
column-county-council (798, 22, 948, 1558)
dateline: Paris, August 31. (583, 567, 634, 577)
subheading: THE RAILWAY. (846, 297, 900, 306)
clothing-factory-ad (162, 47, 310, 365)
paragraph: Mr McIlhone objected to Mr Frater's suggestion. (648, 882, 792, 892)
paragraph: Mr McIlhone seconded the resolution. (648, 779, 762, 789)
section-credit: (Per Press Association.) (518, 698, 590, 708)
ad-subheading: TAILORING DEPARTMENT. (189, 91, 283, 100)
paragraph: Reports coming to hand from the French wine districts are satisfactory, and give promise of a good vintage. (474, 578, 634, 607)
separator (37, 1215, 125, 1216)
